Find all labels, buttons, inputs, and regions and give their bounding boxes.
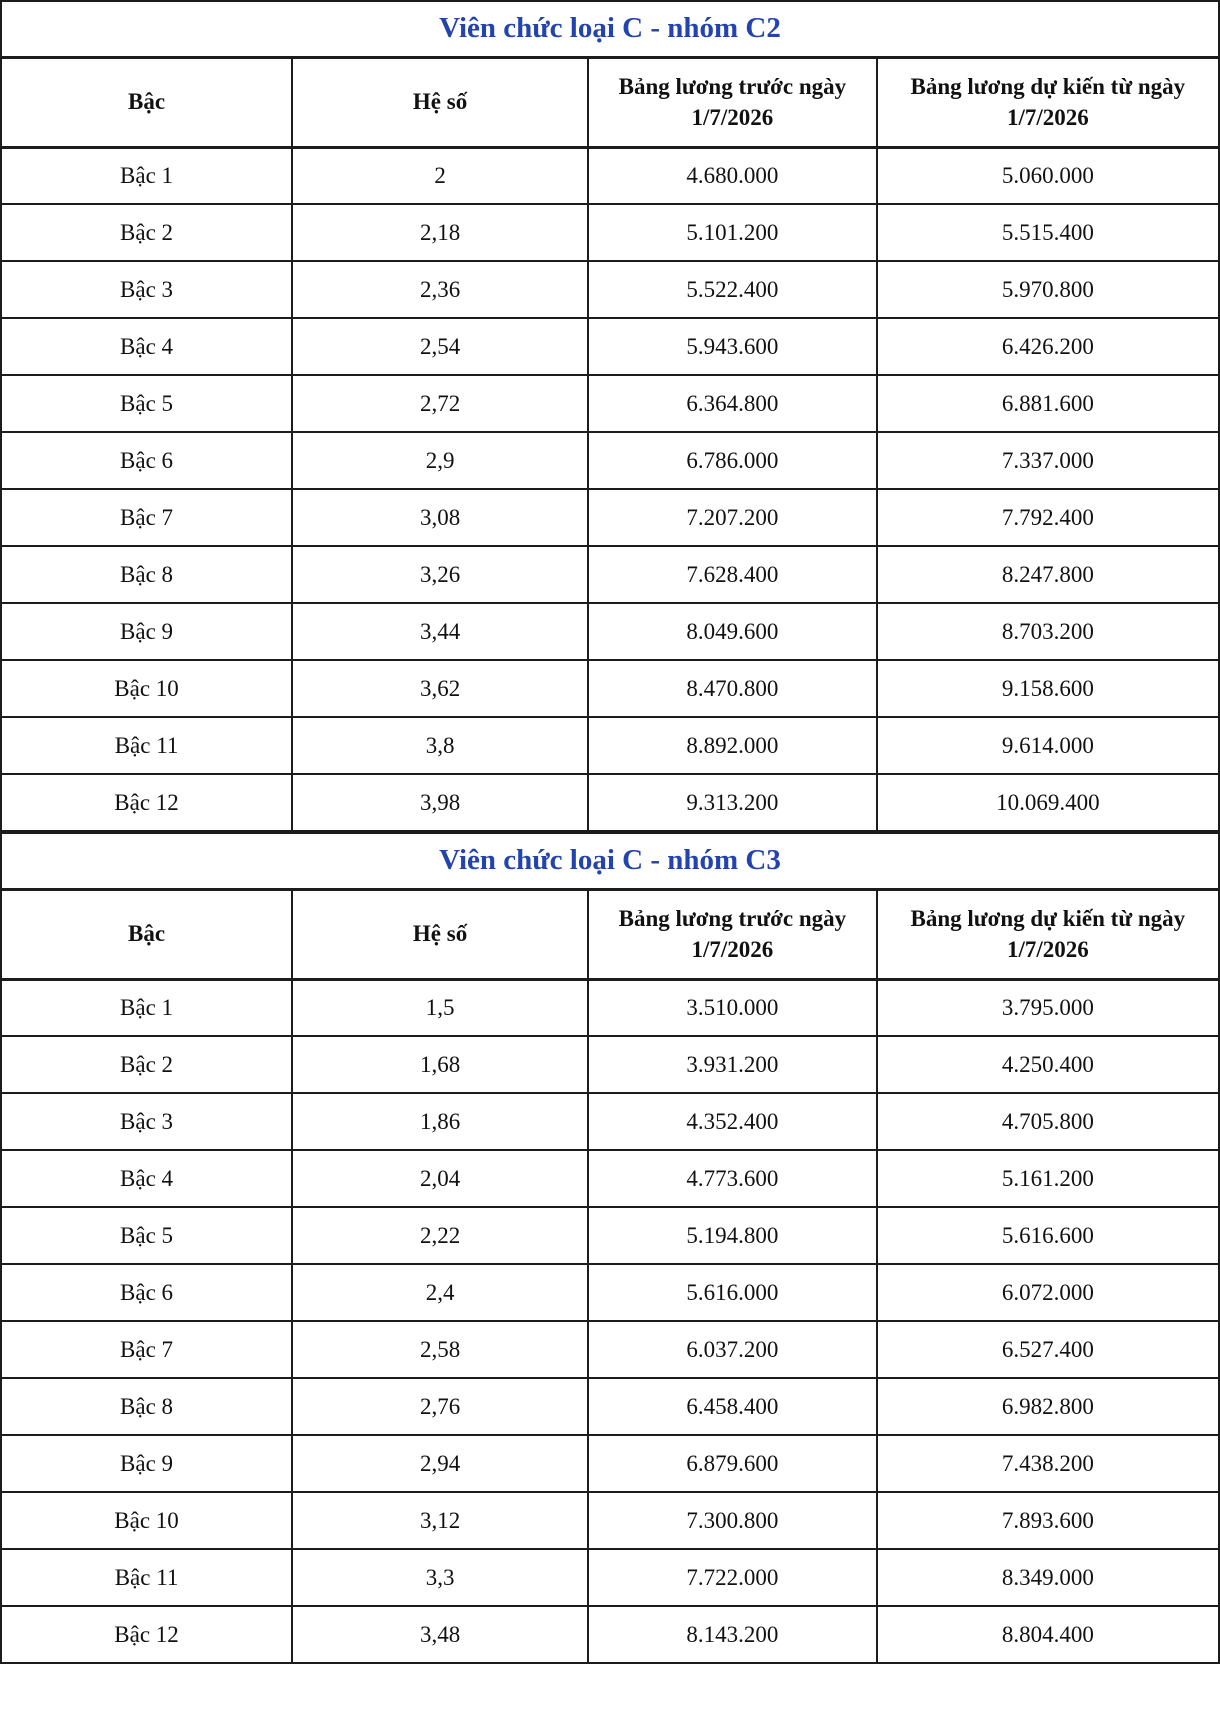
cell-bac: Bậc 1 <box>1 147 292 204</box>
cell-salary-before: 7.722.000 <box>588 1549 877 1606</box>
cell-salary-projected: 6.881.600 <box>877 375 1219 432</box>
cell-salary-before: 8.470.800 <box>588 660 877 717</box>
table-row <box>1 1606 1219 1663</box>
cell-he-so: 2,18 <box>292 204 588 261</box>
cell-bac: Bậc 11 <box>1 717 292 774</box>
table-row <box>1 774 1219 831</box>
table-row <box>1 1150 1219 1207</box>
table-row <box>1 717 1219 774</box>
column-header-salary-before: Bảng lương trước ngày 1/7/2026 <box>588 889 877 979</box>
table-section-c3 <box>0 832 1220 1664</box>
table-row <box>1 318 1219 375</box>
table-row <box>1 432 1219 489</box>
table-header-row <box>1 57 1219 147</box>
cell-salary-projected: 8.804.400 <box>877 1606 1219 1663</box>
cell-salary-projected: 10.069.400 <box>877 774 1219 831</box>
cell-bac: Bậc 2 <box>1 204 292 261</box>
column-header-bac: Bậc <box>1 57 292 147</box>
cell-bac: Bậc 6 <box>1 432 292 489</box>
cell-salary-before: 6.786.000 <box>588 432 877 489</box>
column-header-salary-projected: Bảng lương dự kiến từ ngày 1/7/2026 <box>877 57 1219 147</box>
table-row <box>1 489 1219 546</box>
table-row <box>1 147 1219 204</box>
cell-salary-before: 7.207.200 <box>588 489 877 546</box>
cell-salary-before: 9.313.200 <box>588 774 877 831</box>
cell-salary-projected: 4.705.800 <box>877 1093 1219 1150</box>
cell-bac: Bậc 9 <box>1 603 292 660</box>
table-title-row <box>1 1 1219 57</box>
cell-he-so: 2,76 <box>292 1378 588 1435</box>
table-title: Viên chức loại C - nhóm C2 <box>1 1 1219 57</box>
cell-salary-projected: 8.703.200 <box>877 603 1219 660</box>
cell-he-so: 3,48 <box>292 1606 588 1663</box>
cell-salary-projected: 5.970.800 <box>877 261 1219 318</box>
table-row <box>1 660 1219 717</box>
cell-he-so: 2,54 <box>292 318 588 375</box>
cell-bac: Bậc 9 <box>1 1435 292 1492</box>
table-row <box>1 1036 1219 1093</box>
cell-salary-before: 4.680.000 <box>588 147 877 204</box>
cell-salary-before: 5.616.000 <box>588 1264 877 1321</box>
cell-salary-before: 5.943.600 <box>588 318 877 375</box>
cell-salary-before: 6.458.400 <box>588 1378 877 1435</box>
cell-salary-before: 6.037.200 <box>588 1321 877 1378</box>
cell-he-so: 1,86 <box>292 1093 588 1150</box>
cell-salary-projected: 7.438.200 <box>877 1435 1219 1492</box>
cell-salary-projected: 6.527.400 <box>877 1321 1219 1378</box>
cell-bac: Bậc 11 <box>1 1549 292 1606</box>
cell-salary-before: 6.879.600 <box>588 1435 877 1492</box>
table-row <box>1 204 1219 261</box>
table-row <box>1 261 1219 318</box>
cell-bac: Bậc 7 <box>1 489 292 546</box>
cell-salary-projected: 3.795.000 <box>877 979 1219 1036</box>
cell-bac: Bậc 4 <box>1 1150 292 1207</box>
cell-salary-projected: 5.616.600 <box>877 1207 1219 1264</box>
cell-he-so: 2,4 <box>292 1264 588 1321</box>
table-title: Viên chức loại C - nhóm C3 <box>1 833 1219 889</box>
cell-salary-projected: 7.893.600 <box>877 1492 1219 1549</box>
cell-he-so: 3,26 <box>292 546 588 603</box>
cell-salary-projected: 9.158.600 <box>877 660 1219 717</box>
cell-he-so: 3,44 <box>292 603 588 660</box>
table-row <box>1 1378 1219 1435</box>
table-row <box>1 1207 1219 1264</box>
cell-salary-before: 3.510.000 <box>588 979 877 1036</box>
cell-he-so: 1,68 <box>292 1036 588 1093</box>
cell-salary-before: 5.101.200 <box>588 204 877 261</box>
table-row <box>1 1492 1219 1549</box>
table-row <box>1 1093 1219 1150</box>
column-header-bac: Bậc <box>1 889 292 979</box>
table-row <box>1 1264 1219 1321</box>
column-header-salary-before: Bảng lương trước ngày 1/7/2026 <box>588 57 877 147</box>
cell-salary-before: 3.931.200 <box>588 1036 877 1093</box>
cell-salary-projected: 8.349.000 <box>877 1549 1219 1606</box>
cell-salary-projected: 5.161.200 <box>877 1150 1219 1207</box>
cell-bac: Bậc 5 <box>1 375 292 432</box>
cell-he-so: 2,04 <box>292 1150 588 1207</box>
cell-salary-before: 4.352.400 <box>588 1093 877 1150</box>
table-header-row <box>1 889 1219 979</box>
salary-table-c2 <box>0 0 1220 832</box>
cell-salary-before: 4.773.600 <box>588 1150 877 1207</box>
table-row <box>1 603 1219 660</box>
cell-he-so: 2,58 <box>292 1321 588 1378</box>
cell-he-so: 2 <box>292 147 588 204</box>
cell-salary-before: 5.522.400 <box>588 261 877 318</box>
cell-he-so: 3,8 <box>292 717 588 774</box>
cell-he-so: 2,94 <box>292 1435 588 1492</box>
cell-salary-before: 8.143.200 <box>588 1606 877 1663</box>
cell-salary-before: 8.049.600 <box>588 603 877 660</box>
cell-he-so: 3,3 <box>292 1549 588 1606</box>
cell-bac: Bậc 12 <box>1 774 292 831</box>
cell-he-so: 3,12 <box>292 1492 588 1549</box>
table-row <box>1 1435 1219 1492</box>
cell-bac: Bậc 7 <box>1 1321 292 1378</box>
cell-he-so: 2,36 <box>292 261 588 318</box>
cell-salary-projected: 6.072.000 <box>877 1264 1219 1321</box>
cell-salary-projected: 7.792.400 <box>877 489 1219 546</box>
table-row <box>1 1549 1219 1606</box>
cell-salary-projected: 4.250.400 <box>877 1036 1219 1093</box>
cell-he-so: 1,5 <box>292 979 588 1036</box>
salary-table-c3 <box>0 832 1220 1664</box>
cell-bac: Bậc 3 <box>1 1093 292 1150</box>
cell-he-so: 2,72 <box>292 375 588 432</box>
column-header-he-so: Hệ số <box>292 889 588 979</box>
table-row <box>1 979 1219 1036</box>
cell-salary-projected: 8.247.800 <box>877 546 1219 603</box>
cell-he-so: 2,9 <box>292 432 588 489</box>
table-section-c2 <box>0 0 1220 832</box>
cell-bac: Bậc 5 <box>1 1207 292 1264</box>
cell-he-so: 2,22 <box>292 1207 588 1264</box>
cell-salary-projected: 5.060.000 <box>877 147 1219 204</box>
cell-salary-before: 6.364.800 <box>588 375 877 432</box>
cell-salary-before: 7.628.400 <box>588 546 877 603</box>
cell-bac: Bậc 1 <box>1 979 292 1036</box>
cell-salary-before: 5.194.800 <box>588 1207 877 1264</box>
table-row <box>1 546 1219 603</box>
cell-bac: Bậc 8 <box>1 1378 292 1435</box>
cell-bac: Bậc 4 <box>1 318 292 375</box>
cell-bac: Bậc 10 <box>1 660 292 717</box>
cell-bac: Bậc 12 <box>1 1606 292 1663</box>
table-row <box>1 375 1219 432</box>
cell-salary-before: 8.892.000 <box>588 717 877 774</box>
cell-he-so: 3,98 <box>292 774 588 831</box>
table-row <box>1 1321 1219 1378</box>
cell-he-so: 3,08 <box>292 489 588 546</box>
cell-bac: Bậc 3 <box>1 261 292 318</box>
cell-salary-projected: 5.515.400 <box>877 204 1219 261</box>
cell-bac: Bậc 6 <box>1 1264 292 1321</box>
cell-salary-projected: 7.337.000 <box>877 432 1219 489</box>
cell-salary-projected: 6.426.200 <box>877 318 1219 375</box>
column-header-he-so: Hệ số <box>292 57 588 147</box>
cell-he-so: 3,62 <box>292 660 588 717</box>
cell-salary-projected: 9.614.000 <box>877 717 1219 774</box>
cell-salary-before: 7.300.800 <box>588 1492 877 1549</box>
cell-salary-projected: 6.982.800 <box>877 1378 1219 1435</box>
cell-bac: Bậc 10 <box>1 1492 292 1549</box>
column-header-salary-projected: Bảng lương dự kiến từ ngày 1/7/2026 <box>877 889 1219 979</box>
table-title-row <box>1 833 1219 889</box>
cell-bac: Bậc 8 <box>1 546 292 603</box>
cell-bac: Bậc 2 <box>1 1036 292 1093</box>
